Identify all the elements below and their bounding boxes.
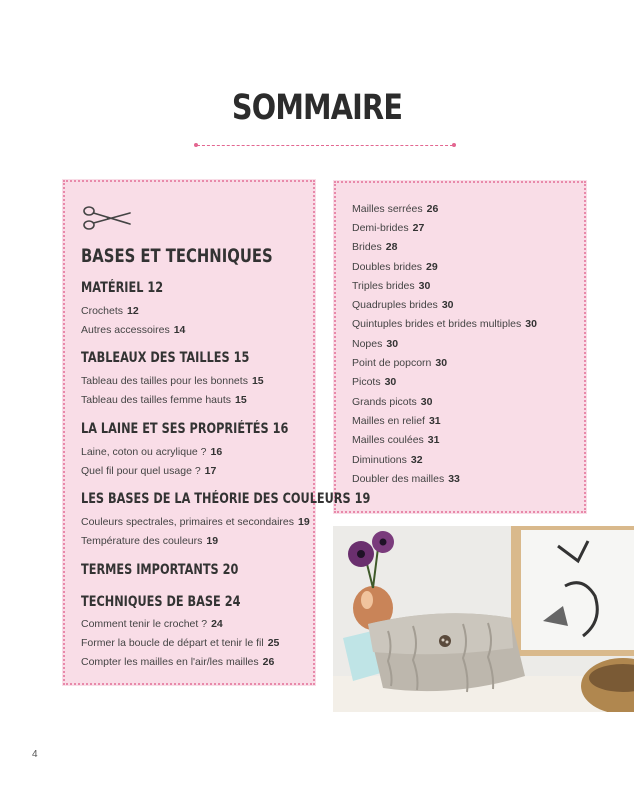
- toc-entry[interactable]: Crochets 12: [81, 305, 139, 317]
- toc-entry[interactable]: Quadruples brides 30: [352, 299, 454, 311]
- toc-entry[interactable]: Former la boucle de départ et tenir le fil 25: [81, 637, 280, 649]
- toc-entry[interactable]: Triples brides 30: [352, 280, 431, 292]
- toc-entry[interactable]: Autres accessoires 14: [81, 324, 186, 336]
- toc-heading[interactable]: TABLEAUX DES TAILLES 15: [81, 350, 250, 366]
- toc-heading[interactable]: LA LAINE ET SES PROPRIÉTÉS 16: [81, 421, 289, 437]
- scissors-icon: [82, 205, 132, 231]
- toc-entry[interactable]: Doubles brides 29: [352, 261, 438, 273]
- toc-entry[interactable]: Comment tenir le crochet ? 24: [81, 618, 223, 630]
- toc-entry[interactable]: Température des couleurs 19: [81, 535, 219, 547]
- toc-entry[interactable]: Diminutions 32: [352, 454, 423, 466]
- toc-heading[interactable]: LES BASES DE LA THÉORIE DES COULEURS 19: [81, 491, 371, 507]
- toc-entry[interactable]: Laine, coton ou acrylique ? 16: [81, 446, 223, 458]
- toc-entry[interactable]: Brides 28: [352, 241, 398, 253]
- title-divider: [197, 145, 453, 146]
- toc-entry[interactable]: Nopes 30: [352, 338, 399, 350]
- toc-entry[interactable]: Mailles coulées 31: [352, 434, 440, 446]
- toc-entry[interactable]: Point de popcorn 30: [352, 357, 448, 369]
- page-title: SOMMAIRE: [231, 88, 403, 128]
- toc-entry[interactable]: Tableau des tailles pour les bonnets 15: [81, 375, 264, 387]
- toc-heading[interactable]: MATÉRIEL 12: [81, 280, 164, 296]
- toc-heading[interactable]: TECHNIQUES DE BASE 24: [81, 594, 241, 610]
- toc-entry[interactable]: Tableau des tailles femme hauts 15: [81, 394, 247, 406]
- toc-entry[interactable]: Doubler des mailles 33: [352, 473, 460, 485]
- toc-entry[interactable]: Demi-brides 27: [352, 222, 425, 234]
- toc-entry[interactable]: Grands picots 30: [352, 396, 433, 408]
- toc-entry[interactable]: Quintuples brides et brides multiples 30: [352, 318, 537, 330]
- toc-entry[interactable]: Mailles en relief 31: [352, 415, 441, 427]
- toc-entry[interactable]: Picots 30: [352, 376, 397, 388]
- toc-entry[interactable]: Quel fil pour quel usage ? 17: [81, 465, 217, 477]
- toc-entry[interactable]: Couleurs spectrales, primaires et secondaires 19: [81, 516, 310, 528]
- crochet-clutch-photo: [333, 526, 634, 712]
- toc-entry[interactable]: Mailles serrées 26: [352, 203, 439, 215]
- toc-heading[interactable]: TERMES IMPORTANTS 20: [81, 562, 239, 578]
- section-title: BASES ET TECHNIQUES: [81, 245, 273, 267]
- page-number: 4: [32, 749, 38, 760]
- toc-entry[interactable]: Compter les mailles en l'air/les mailles 26: [81, 656, 275, 668]
